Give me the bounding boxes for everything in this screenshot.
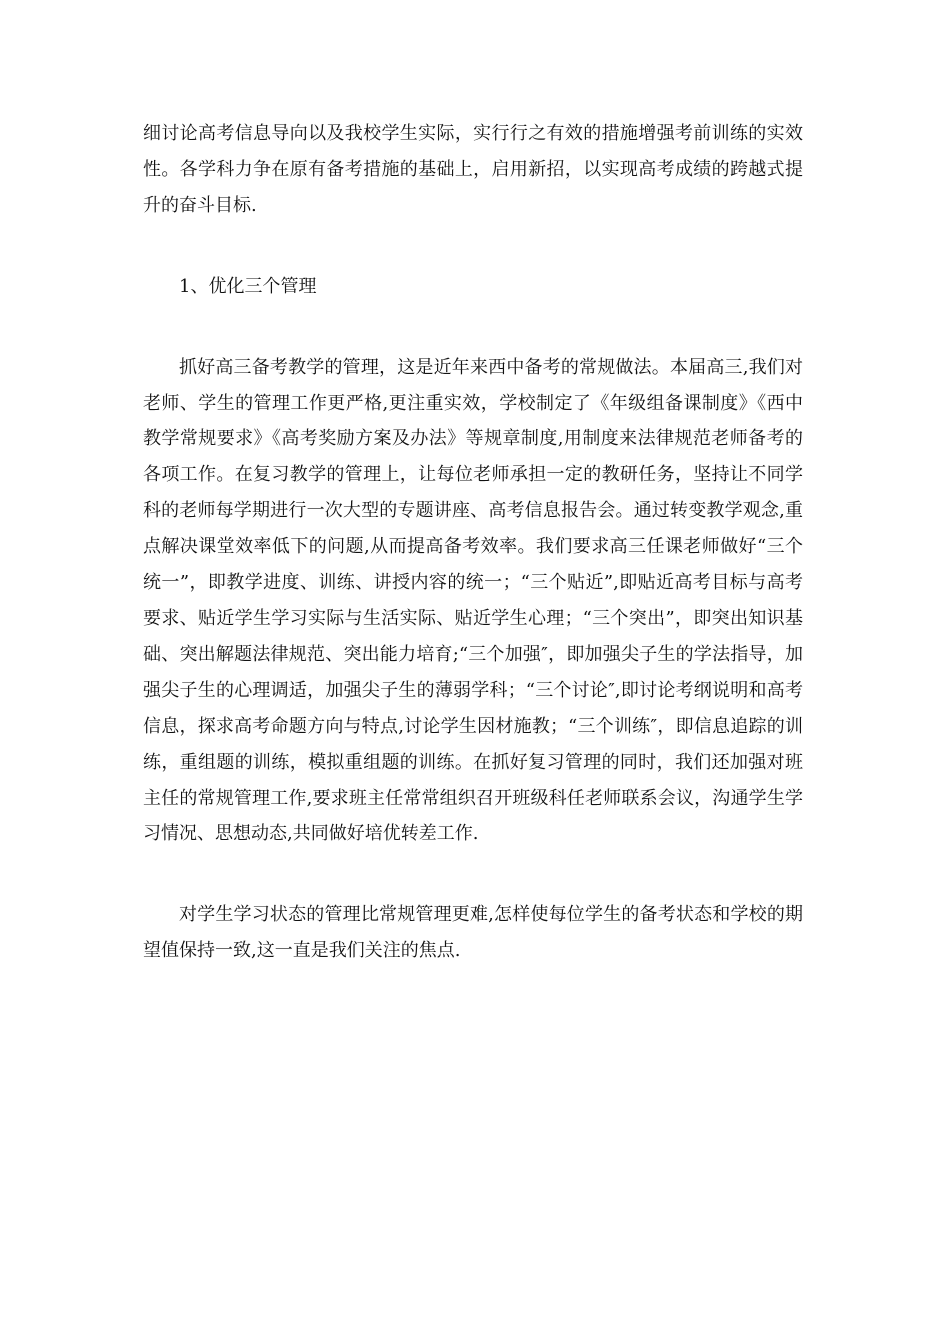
paragraph-continuation: 细讨论高考信息导向以及我校学生实际，实行行之有效的措施增强考前训练的实效性。各学科力争在原有备考措施的基础上，启用新招，以实现高考成绩的跨越式提升的奋斗目标. [143, 123, 803, 216]
paragraph-management: 抓好高三备考教学的管理，这是近年来西中备考的常规做法。本届高三,我们对老师、学生的管理工作更严格,更注重实效，学校制定了《年级组备课制度》《西中教学常规要求》《高考奖励方案及办法》等规章制度,用制度来法律规范老师备考的各项工作。在复习教学的管理上，让每位老师承担一定的教研任务，坚持让不同学科的老师每学期进行一次大型的专题讲座、高考信息报告会。通过转变教学观念,重点解决课堂效率低下的问题,从而提高备考效率。我们要求高三任课老师做好“三个统一”，即教学进度、训练、讲授内容的统一；“三个贴近”,即贴近高考目标与高考要求、贴近学生学习实际与生活实际、贴近学生心理；“三个突出”，即突出知识基础、突出解题法律规范、突出能力培育;“三个加强″，即加强尖子生的学法指导，加强尖子生的心理调适，加强尖子生的薄弱学科；“三个讨论″,即讨论考纲说明和高考信息，探求高考命题方向与特点,讨论学生因材施教；“三个训练″，即信息追踪的训练，重组题的训练，模拟重组题的训练。在抓好复习管理的同时，我们还加强对班主任的常规管理工作,要求班主任常常组织召开班级科任老师联系会议，沟通学生学习情况、思想动态,共同做好培优转差工作. [143, 356, 803, 845]
paragraph-study-state: 对学生学习状态的管理比常规管理更难,怎样使每位学生的备考状态和学校的期望值保持一致,这一直是我们关注的焦点. [143, 904, 803, 962]
section-heading: 1、优化三个管理 [179, 275, 317, 297]
document-body [143, 116, 803, 969]
